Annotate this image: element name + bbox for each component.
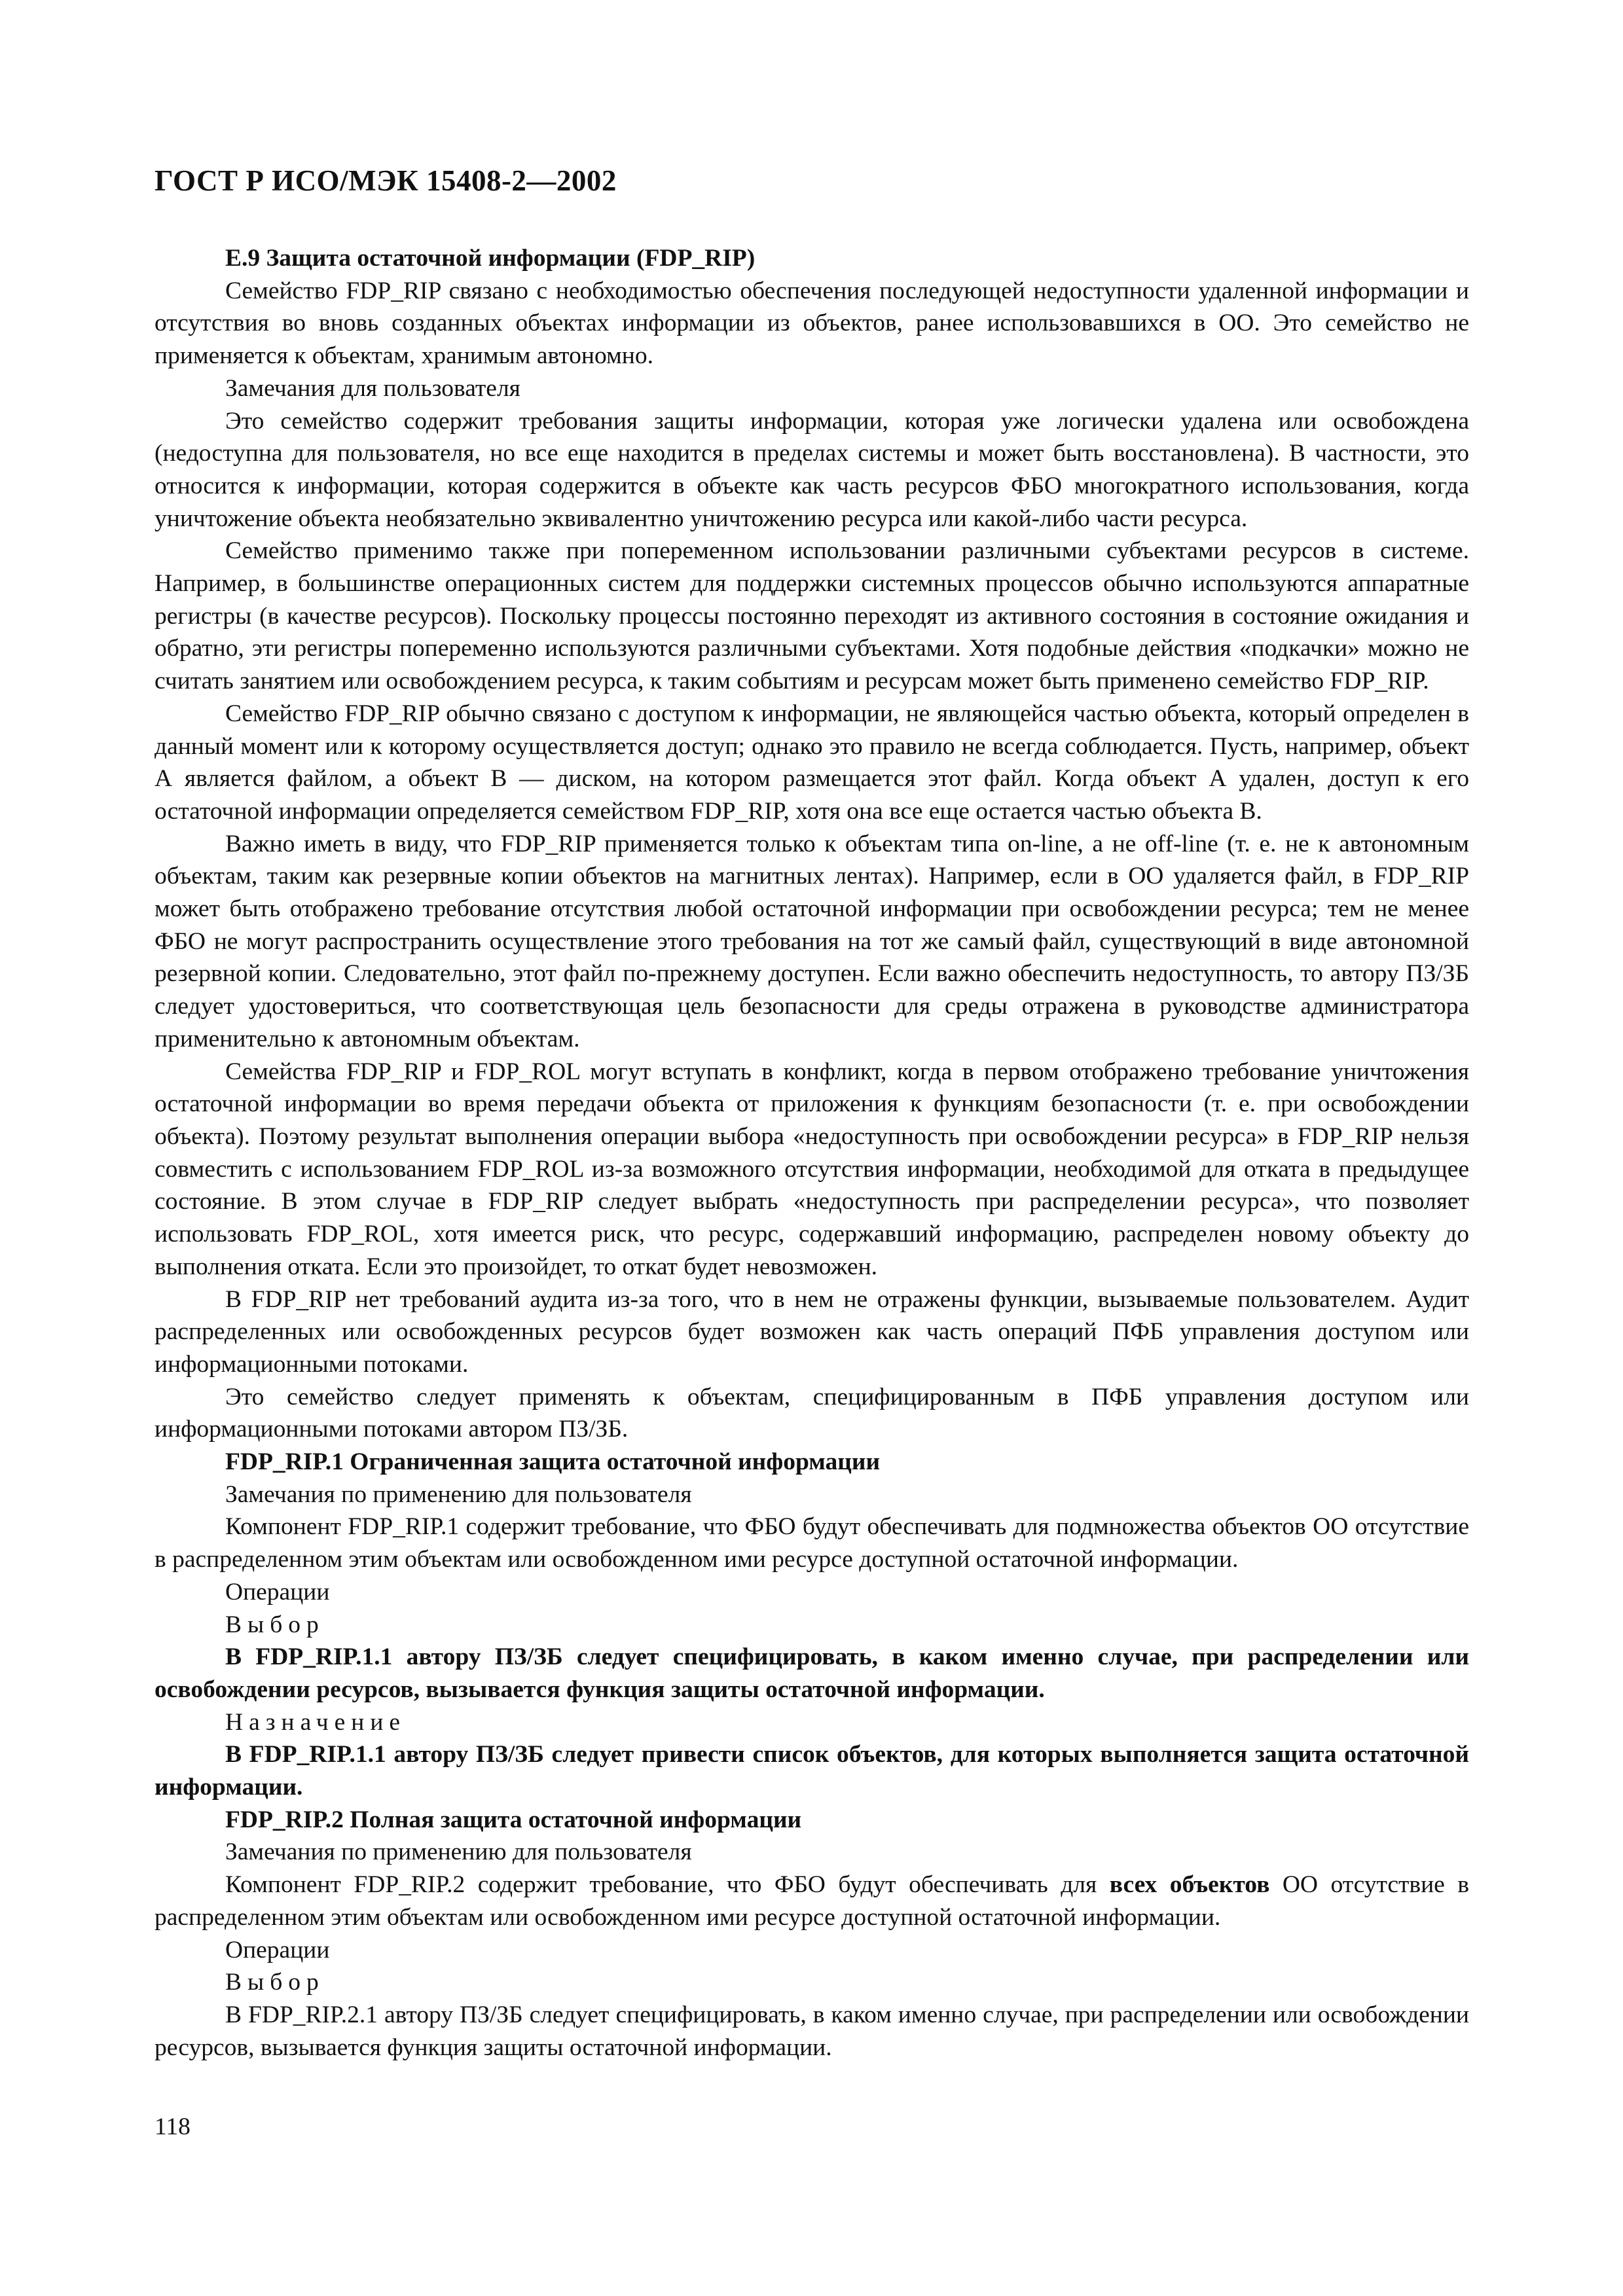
document-header: ГОСТ Р ИСО/МЭК 15408-2—2002 <box>155 164 617 197</box>
paragraph: В FDP_RIP.2.1 автору ПЗ/ЗБ следует специфицировать, в каком именно случае, при распределении или освобождении ресурсов, вызывается функция защиты остаточной информации. <box>155 2001 1469 2061</box>
paragraph: Это семейство содержит требования защиты информации, которая уже логически удалена или освобождена (недоступна для пользователя, но все еще находится в пределах системы и может быть восстановлена). В частности, это относится к информации, которая содержится в объекте как часть ресурсов ФБО многократного использования, когда уничтожение объекта необязательно эквивалентно уничтожению ресурса или какой-либо части ресурса. <box>155 407 1469 532</box>
component-heading: FDP_RIP.1 Ограниченная защита остаточной информации <box>225 1448 881 1476</box>
paragraph: Семейство FDP_RIP обычно связано с доступом к информации, не являющейся частью объекта, который определен в данный момент или к которому осуществляется доступ; однако это правило не всегда соблюдается. Пусть, например, объект А является файлом, а объект В — диском, на котором размещается этот файл. Когда объект А удален, доступ к его остаточной информации определяется семейством FDP_RIP, хотя она все еще остается частью объекта В. <box>155 700 1469 825</box>
section-heading: Е.9 Защита остаточной информации (FDP_RIP) <box>225 245 756 272</box>
subheading: Замечания по применению для пользователя <box>225 1480 692 1508</box>
paragraph: Семейство применимо также при попеременном использовании различными субъектами ресурсов в системе. Например, в большинстве операционных систем для поддержки системных процессов обычно используются аппаратные регистры (в качестве ресурсов). Поскольку процессы постоянно переходят из активного состояния в состояние ожидания и обратно, эти регистры попеременно используются различными субъектами. Хотя подобные действия «подкачки» можно не считать занятием или освобождением ресурса, к таким событиям и ресурсам может быть применено семейство FDP_RIP. <box>155 537 1469 695</box>
paragraph: Это семейство следует применять к объектам, специфицированным в ПФБ управления доступом или информационными потоками автором ПЗ/ЗБ. <box>155 1383 1469 1443</box>
paragraph-text: Компонент FDP_RIP.2 содержит требование, что ФБО будут обеспечивать для <box>225 1871 1110 1899</box>
paragraph: Семейства FDP_RIP и FDP_ROL могут вступать в конфликт, когда в первом отображено требование уничтожения остаточной информации во время передачи объекта от приложения к функциям безопасности (т. е. при освобождении объекта). Поэтому результат выполнения операции выбора «недоступность при освобождении ресурса» в FDP_RIP нельзя совместить с использованием FDP_ROL из-за возможного отсутствия информации, необходимой для отката в предыдущее состояние. В этом случае в FDP_RIP следует выбрать «недоступность при распределении ресурса», что позволяет использовать FDP_ROL, хотя имеется риск, что ресурс, содержавший информацию, распределен новому объекту до выполнения отката. Если это произойдет, то откат будет невозможен. <box>155 1058 1469 1280</box>
subheading: Замечания по применению для пользователя <box>225 1839 692 1866</box>
subheading: Операции <box>225 1578 330 1605</box>
emphasis-text: всех объектов <box>1109 1871 1270 1899</box>
operation-label: Выбор <box>225 1969 325 1996</box>
operation-label: Назначение <box>225 1708 407 1736</box>
paragraph: Компонент FDP_RIP.1 содержит требование, что ФБО будут обеспечивать для подмножества объектов ОО отсутствие в распределенном этим объектам или освобожденном ими ресурсе доступной остаточной информации. <box>155 1513 1469 1573</box>
component-heading: FDP_RIP.2 Полная защита остаточной информации <box>225 1806 802 1833</box>
subheading: Замечания для пользователя <box>225 374 520 402</box>
page-number: 118 <box>155 2113 191 2140</box>
paragraph: Важно иметь в виду, что FDP_RIP применяется только к объектам типа on-line, а не off-line (т. е. не к автономным объектам, таким как резервные копии объектов на магнитных лентах). Например, если в ОО удаляется файл, в FDP_RIP может быть отображено требование отсутствия любой остаточной информации при освобождении ресурса; тем не менее ФБО не могут распространить осуществление этого требования на тот же самый файл, существующий в виде автономной резервной копии. Следовательно, этот файл по-прежнему доступен. Если важно обеспечить недоступность, то автору ПЗ/ЗБ следует удостовериться, что соответствующая цель безопасности для среды отражена в руководстве администратора применительно к автономным объектам. <box>155 830 1469 1052</box>
operation-text: В FDP_RIP.1.1 автору ПЗ/ЗБ следует привести список объектов, для которых выполняется защита остаточной информации. <box>155 1741 1469 1801</box>
paragraph: В FDP_RIP нет требований аудита из-за того, что в нем не отражены функции, вызываемые пользователем. Аудит распределенных или освобожденных ресурсов будет возможен как часть операций ПФБ управления доступом или информационными потоками. <box>155 1285 1469 1378</box>
page-body <box>155 242 1469 2064</box>
paragraph <box>155 1869 1469 1933</box>
operation-text: В FDP_RIP.1.1 автору ПЗ/ЗБ следует специфицировать, в каком именно случае, при распределении или освобождении ресурсов, вызывается функция защиты остаточной информации. <box>155 1643 1469 1703</box>
operation-label: Выбор <box>225 1611 325 1638</box>
paragraph: Семейство FDP_RIP связано с необходимостью обеспечения последующей недоступности удаленной информации и отсутствия во вновь созданных объектах информации из объектов, ранее использовавшихся в ОО. Это семейство не применяется к объектам, хранимым автономно. <box>155 277 1469 370</box>
subheading: Операции <box>225 1936 330 1964</box>
paragraph-text: ОО отсутствие в распределенном этим объектам или освобожденном ими ресурсе доступной остаточной информации. <box>155 1871 1469 1931</box>
